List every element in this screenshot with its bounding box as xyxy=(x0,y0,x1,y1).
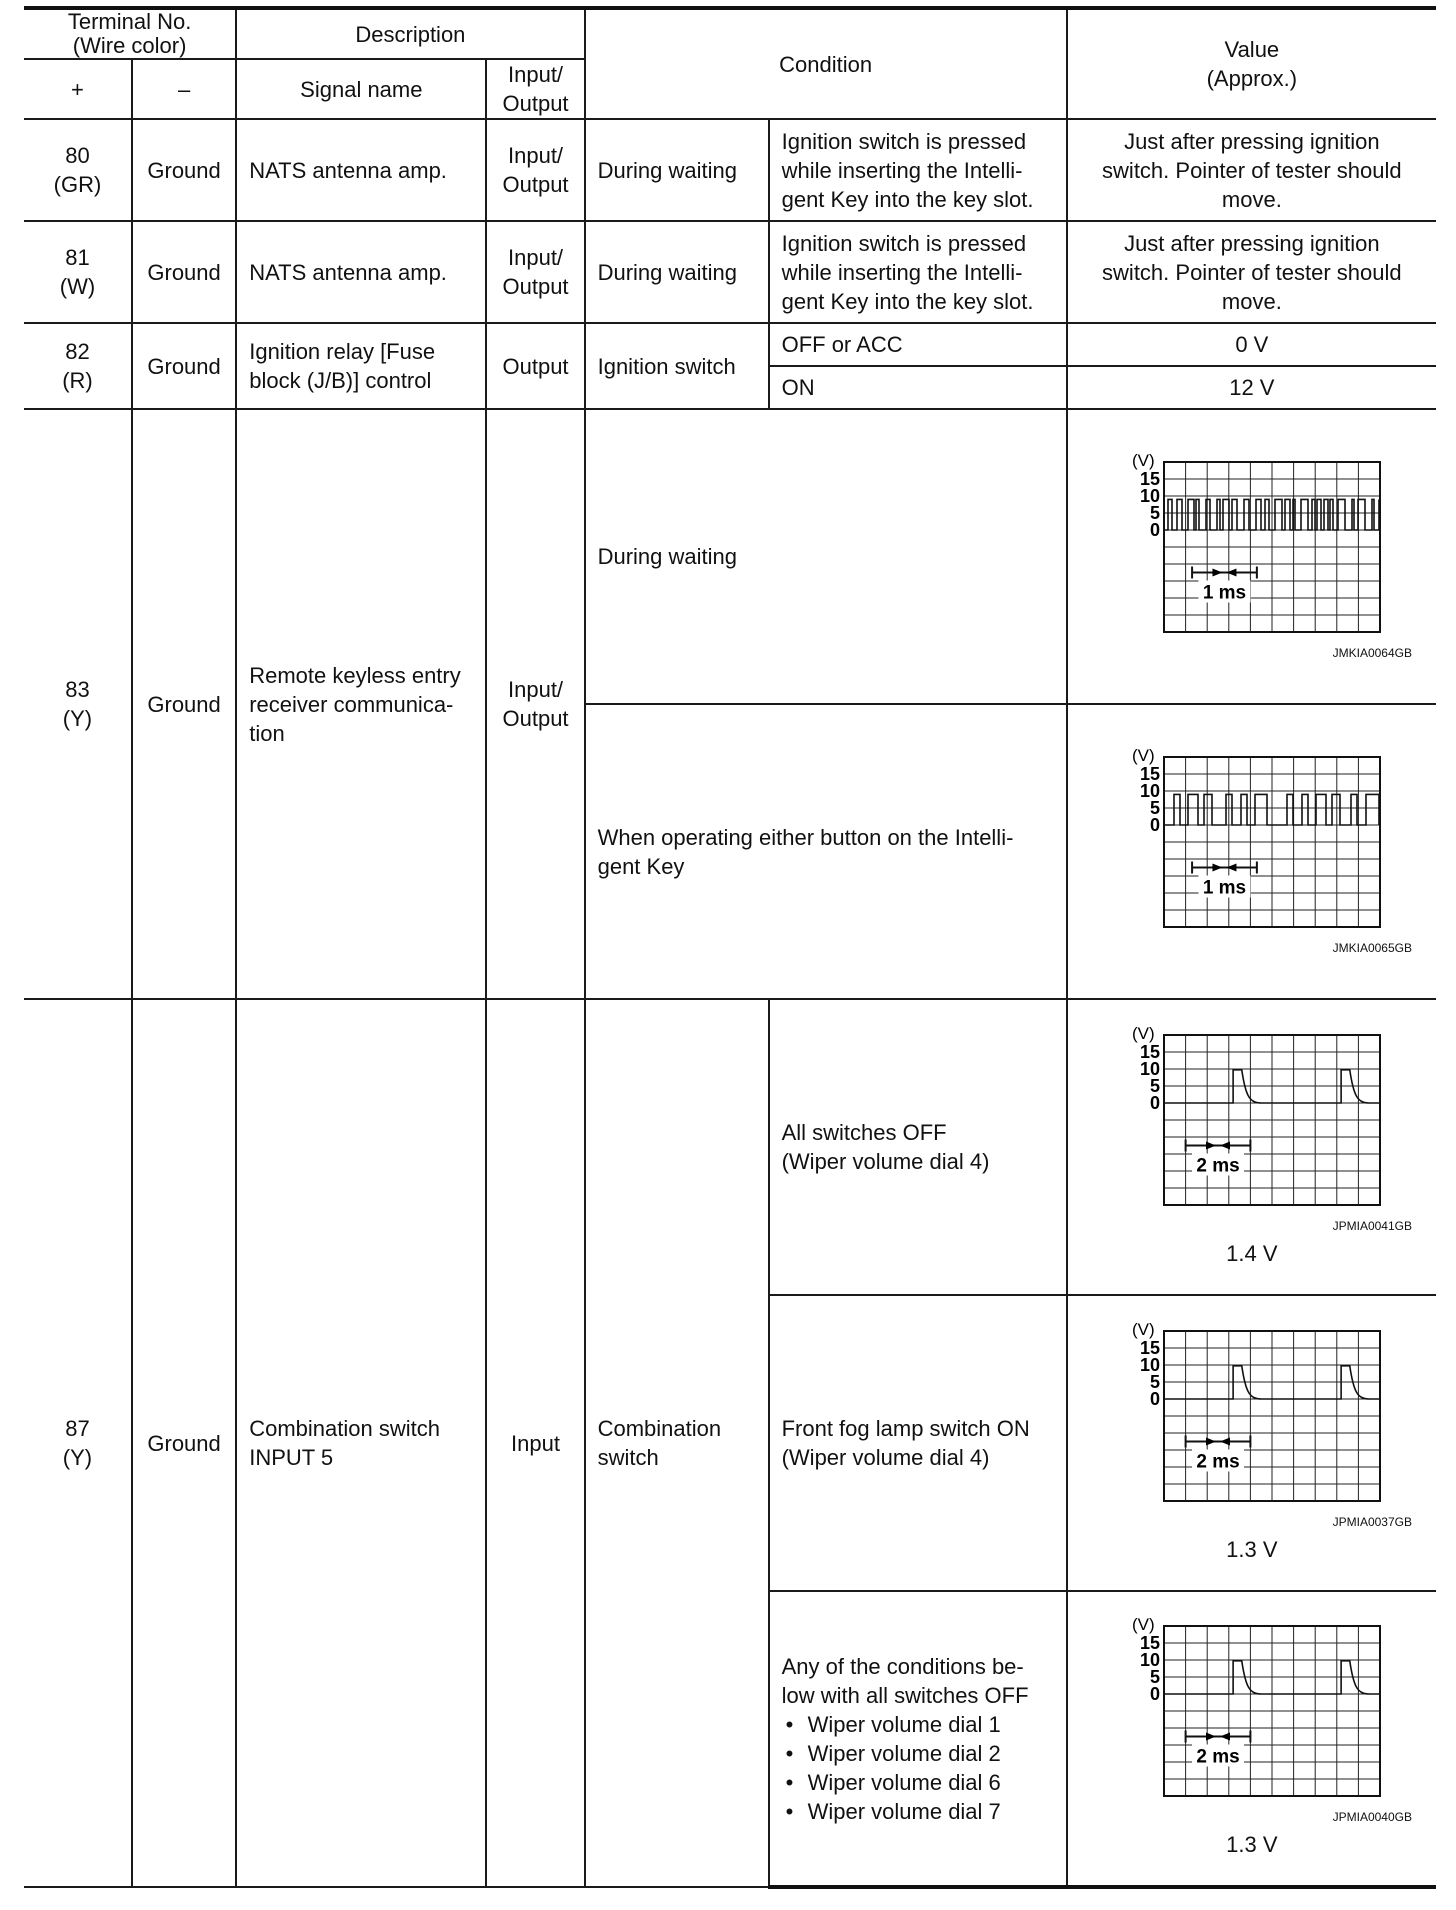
scale-arrow xyxy=(1226,568,1236,576)
header-terminal: Terminal No. (Wire color) xyxy=(24,8,236,59)
io: Input xyxy=(486,999,584,1887)
value: 1.3 V xyxy=(1226,1832,1278,1857)
header-io: Input/ Output xyxy=(486,59,584,119)
waveform-chart xyxy=(1122,1027,1382,1217)
header-signal-name: Signal name xyxy=(236,59,486,119)
table-row xyxy=(24,323,1436,366)
figure-caption: JPMIA0041GB xyxy=(1332,1218,1412,1233)
scale-label: 2 ms xyxy=(1196,1451,1240,1472)
signal-name: NATS antenna amp. xyxy=(236,119,486,221)
header-plus: + xyxy=(24,59,132,119)
waveform-chart xyxy=(1122,454,1382,644)
tick-label: 0 xyxy=(1149,1092,1160,1113)
value: 1.3 V xyxy=(1226,1536,1278,1562)
waveform-cell xyxy=(1067,999,1436,1295)
waveform-chart xyxy=(1122,1323,1382,1513)
signal-name: Remote keyless entry receiver communica- tion xyxy=(236,409,486,999)
io: Input/ Output xyxy=(486,119,584,221)
condition: Combination switch xyxy=(585,999,769,1887)
scale-arrow xyxy=(1206,1733,1216,1741)
signal-name: Ignition relay [Fuse block (J/B)] control xyxy=(236,323,486,409)
condition-detail: OFF or ACC xyxy=(769,323,1067,366)
tick-label: 0 xyxy=(1149,519,1160,540)
tick-label: 10 xyxy=(1139,1354,1160,1375)
list-item: • Wiper volume dial 7 xyxy=(808,1797,1054,1826)
signal-name: NATS antenna amp. xyxy=(236,221,486,323)
condition: During waiting xyxy=(585,119,769,221)
terminal-table xyxy=(24,6,1436,1889)
table-row xyxy=(24,119,1436,221)
list-item: • Wiper volume dial 1 xyxy=(808,1710,1054,1739)
tick-label: 5 xyxy=(1149,797,1160,818)
condition-detail: Ignition switch is pressed while inserting the Intelli- gent Key into the key slot. xyxy=(769,221,1067,323)
tick-label: 0 xyxy=(1149,1684,1160,1704)
terminal-plus: 83 (Y) xyxy=(24,409,132,999)
condition-detail: All switches OFF (Wiper volume dial 4) xyxy=(769,999,1067,1295)
tick-label: 15 xyxy=(1139,468,1160,489)
scale-arrow xyxy=(1212,568,1222,576)
tick-label: 5 xyxy=(1149,1371,1160,1392)
table-row xyxy=(24,221,1436,323)
axis-unit-label: (V) xyxy=(1131,748,1155,765)
scale-label: 2 ms xyxy=(1196,1746,1240,1768)
axis-unit-label: (V) xyxy=(1131,1322,1155,1339)
io: Output xyxy=(486,323,584,409)
terminal-plus: 80 (GR) xyxy=(24,119,132,221)
tick-label: 5 xyxy=(1149,1667,1160,1687)
terminal-minus: Ground xyxy=(132,221,236,323)
waveform-cell xyxy=(1067,409,1436,704)
header-value: Value (Approx.) xyxy=(1067,8,1436,119)
waveform-cell xyxy=(1067,1295,1436,1591)
condition-detail: ON xyxy=(769,366,1067,409)
figure-caption: JPMIA0040GB xyxy=(1332,1810,1412,1824)
tick-label: 0 xyxy=(1149,814,1160,835)
list-item: • Wiper volume dial 2 xyxy=(808,1739,1054,1768)
condition-detail xyxy=(769,1591,1067,1887)
value: 0 V xyxy=(1067,323,1436,366)
tick-label: 15 xyxy=(1139,763,1160,784)
header-condition: Condition xyxy=(585,8,1067,119)
axis-unit-label: (V) xyxy=(1131,453,1155,470)
table-row xyxy=(24,409,1436,704)
figure-caption: JMKIA0064GB xyxy=(1332,645,1412,660)
scale-arrow xyxy=(1220,1437,1230,1445)
terminal-plus: 82 (R) xyxy=(24,323,132,409)
tick-label: 10 xyxy=(1139,1058,1160,1079)
waveform-chart xyxy=(1122,1618,1382,1808)
condition: Ignition switch xyxy=(585,323,769,409)
waveform-cell xyxy=(1067,704,1436,999)
value: Just after pressing ignition switch. Pointer of tester should move. xyxy=(1067,221,1436,323)
tick-label: 0 xyxy=(1149,1388,1160,1409)
figure-caption: JPMIA0037GB xyxy=(1332,1514,1412,1529)
list-item: • Wiper volume dial 6 xyxy=(808,1768,1054,1797)
scale-arrow xyxy=(1212,863,1222,871)
tick-label: 10 xyxy=(1139,1650,1160,1670)
axis-unit-label: (V) xyxy=(1131,1618,1155,1634)
tick-label: 15 xyxy=(1139,1041,1160,1062)
condition: When operating either button on the Intelli- gent Key xyxy=(585,704,1067,999)
scale-label: 1 ms xyxy=(1202,877,1246,898)
waveform-cell xyxy=(1067,1591,1436,1887)
condition: During waiting xyxy=(585,409,1067,704)
axis-unit-label: (V) xyxy=(1131,1026,1155,1043)
terminal-plus: 81 (W) xyxy=(24,221,132,323)
io: Input/ Output xyxy=(486,221,584,323)
tick-label: 15 xyxy=(1139,1633,1160,1653)
table-row xyxy=(24,999,1436,1295)
scale-arrow xyxy=(1220,1141,1230,1149)
header-minus: – xyxy=(132,59,236,119)
tick-label: 5 xyxy=(1149,1075,1160,1096)
terminal-minus: Ground xyxy=(132,999,236,1887)
terminal-minus: Ground xyxy=(132,119,236,221)
terminal-minus: Ground xyxy=(132,409,236,999)
signal-name: Combination switch INPUT 5 xyxy=(236,999,486,1887)
condition-detail: Front fog lamp switch ON (Wiper volume dial 4) xyxy=(769,1295,1067,1591)
io: Input/ Output xyxy=(486,409,584,999)
terminal-minus: Ground xyxy=(132,323,236,409)
tick-label: 10 xyxy=(1139,780,1160,801)
scale-label: 1 ms xyxy=(1202,582,1246,603)
waveform-chart xyxy=(1122,749,1382,939)
scale-arrow xyxy=(1220,1733,1230,1741)
value: 12 V xyxy=(1067,366,1436,409)
scale-arrow xyxy=(1206,1141,1216,1149)
figure-caption: JMKIA0065GB xyxy=(1332,940,1412,955)
header-description: Description xyxy=(236,8,584,59)
condition-text: Any of the conditions be- low with all switches OFF xyxy=(781,1653,1029,1708)
scale-arrow xyxy=(1206,1437,1216,1445)
terminal-plus: 87 (Y) xyxy=(24,999,132,1887)
condition-bullets xyxy=(782,1710,1054,1826)
tick-label: 10 xyxy=(1139,485,1160,506)
condition-detail: Ignition switch is pressed while inserting the Intelli- gent Key into the key slot. xyxy=(769,119,1067,221)
scale-arrow xyxy=(1226,863,1236,871)
value: 1.4 V xyxy=(1226,1240,1278,1266)
value: Just after pressing ignition switch. Pointer of tester should move. xyxy=(1067,119,1436,221)
tick-label: 5 xyxy=(1149,502,1160,523)
tick-label: 15 xyxy=(1139,1337,1160,1358)
scale-label: 2 ms xyxy=(1196,1155,1240,1176)
condition: During waiting xyxy=(585,221,769,323)
